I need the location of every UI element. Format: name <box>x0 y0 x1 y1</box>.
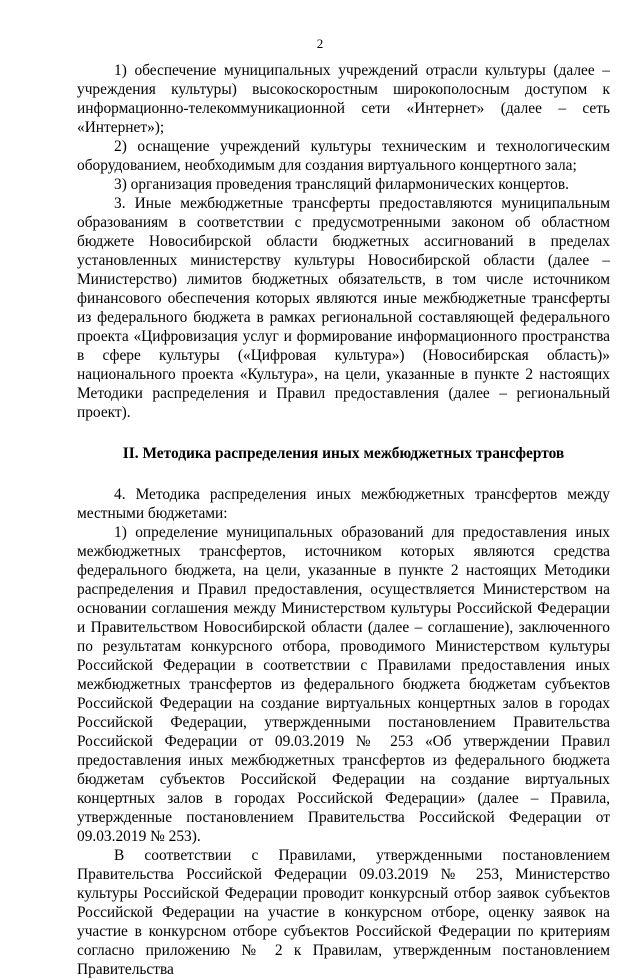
paragraph-clause-3: 3. Иные межбюджетные трансферты предоставляются муниципальным образованиям в соответствии с предусмотренными законом об областном бюджете Новосибирской области бюджетных ассигнований в пределах установленных министерству культуры Новосибирской области (далее – Министерство) лимитов бюджетных обязательств, в том числе источником финансового обеспечения которых являются иные межбюджетные трансферты из федерального бюджета в рамках региональной составляющей федерального проекта «Цифровизация услуг и формирование информационного пространства в сфере культуры («Цифровая культура») (Новосибирская область)» национального проекта «Культура», на цели, указанные в пункте 2 настоящих Методики распределения и Правил предоставления (далее – региональный проект). <box>77 195 610 421</box>
paragraph-item-1-internet: 1) обеспечение муниципальных учреждений отрасли культуры (далее – учреждения культуры) высокоскоростным широкополосным доступом к информационно-телекоммуникационной сети «Интернет» (далее – сеть «Интернет»); <box>77 62 610 136</box>
paragraph-clause-4-item-1: 1) определение муниципальных образований для предоставления иных межбюджетных трансфертов, источником которых являются средства федерального бюджета, на цели, указанные в пункте 2 настоящих Методики распределения и Правил предоставления, осуществляется Министерством на основании соглашения между Министерством культуры Российской Федерации и Правительством Новосибирской области (далее – соглашение), заключенного по результатам конкурсного отбора, проводимого Министерством культуры Российской Федерации в соответствии с Правилами предоставления иных межбюджетных трансфертов из федерального бюджета бюджетам субъектов Российской Федерации на создание виртуальных концертных залов в городах Российской Федерации, утвержденными постановлением Правительства Российской Федерации от 09.03.2019 № 253 «Об утверждении Правил предоставления иных межбюджетных трансфертов из федерального бюджета бюджетам субъектов Российской Федерации на создание виртуальных концертных залов в городах Российской Федерации» (далее – Правила, утвержденные постановлением Правительства Российской Федерации от 09.03.2019 № 253). <box>77 524 610 845</box>
paragraph-clause-4: 4. Методика распределения иных межбюджетных трансфертов между местными бюджетами: <box>77 486 610 522</box>
document-body <box>77 61 610 979</box>
paragraph-item-3-broadcasts: 3) организация проведения трансляций филармонических концертов. <box>114 176 569 193</box>
paragraph-rules-accordance: В соответствии с Правилами, утвержденными постановлением Правительства Российской Федерации 09.03.2019 № 253, Министерство культуры Российской Федерации проводит конкурсный отбор заявок субъектов Российской Федерации на участие в конкурсном отборе, оценку заявок на участие в конкурсном отборе субъектов Российской Федерации по критериям согласно приложению № 2 к Правилам, утвержденным постановлением Правительства <box>77 847 610 978</box>
paragraph-item-2-equipment: 2) оснащение учреждений культуры техническим и технологическим оборудованием, необходимым для создания виртуального концертного зала; <box>77 138 610 174</box>
section-heading: II. Методика распределения иных межбюджетных трансфертов <box>122 445 565 462</box>
page-number: 2 <box>316 36 324 51</box>
